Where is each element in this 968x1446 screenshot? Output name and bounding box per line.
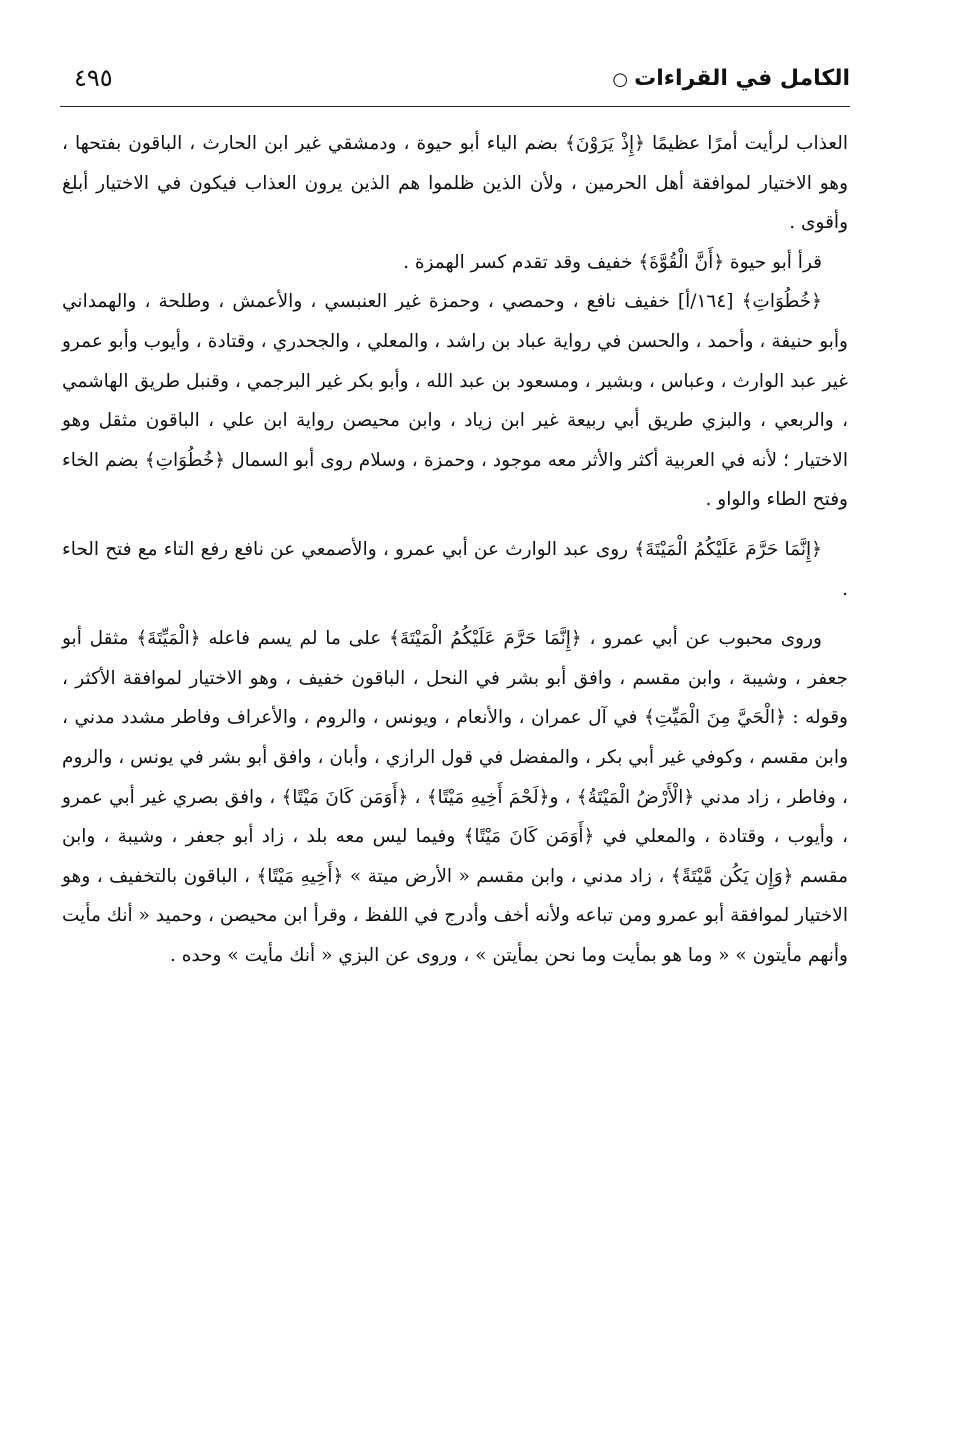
paragraph-text: قرأ أبو حيوة ﴿أَنَّ الْقُوَّةَ﴾ خفيف وقد تقدم كسر الهمزة . xyxy=(403,251,822,273)
page-number: ٤٩٥ xyxy=(74,64,113,92)
paragraph xyxy=(62,243,848,283)
paragraph-text: وروى محبوب عن أبي عمرو ، ﴿إِنَّمَا حَرَّمَ عَلَيْكُمُ الْمَيْتَةَ﴾ على ما لم يسم فاعله ﴿الْمَيِّتَةَ﴾ مثقل أبو جعفر ، وشيبة ، وابن مقسم ، وافق أبو بشر في النحل ، الباقون خفيف ، وهو الاختيار لموافقة الأكثر ، وقوله : ﴿الْحَيَّ مِنَ الْمَيِّتِ﴾ في آل عمران ، والأنعام ، ويونس ، والروم ، والأعراف وفاطر مشدد مدني ، وابن مقسم ، وكوفي غير أبي بكر ، والمفضل في قول الرازي ، وأبان ، وافق أبو بشر في يونس ، والروم ، وفاطر ، زاد مدني ﴿الْأَرْضُ الْمَيْتَةُ﴾ ، و﴿لَحْمَ أَخِيهِ مَيْتًا﴾ ، ﴿أَوَمَن كَانَ مَيْتًا﴾ ، وافق بصري غير أبي عمرو ، وأيوب ، وقتادة ، والمعلي في ﴿أَوَمَن كَانَ مَيْتًا﴾ وفيما ليس معه بلد ، زاد أبو جعفر ، وشيبة ، وابن مقسم ﴿وَإِن يَكُن مَّيْتَةً﴾ ، زاد مدني ، وابن مقسم « الأرض ميتة » ﴿أَخِيهِ مَيْتًا﴾ ، الباقون بالتخفيف ، وهو الاختيار لموافقة أبو عمرو ومن تباعه ولأنه أخف وأدرج في اللفظ ، وقرأ ابن محيصن ، وحميد « أنك مأيت وأنهم مأيتون » « وما هو بمأيت وما نحن بمأيتن » ، وروى عن البزي « أنك مأيت » وحده . xyxy=(62,628,848,966)
paragraph xyxy=(62,282,848,520)
paragraph-text: ﴿إِنَّمَا حَرَّمَ عَلَيْكُمُ الْمَيْتَةَ﴾ روى عبد الوارث عن أبي عمرو ، والأصمعي عن نافع رفع التاء مع فتح الحاء . xyxy=(62,538,848,600)
paragraph-text: ﴿خُطُوَاتِ﴾ [١٦٤/أ] خفيف نافع ، وحمصي ، وحمزة غير العنبسي ، والأعمش ، وطلحة ، والهمداني وأبو حنيفة ، وأحمد ، والحسن في رواية عباد بن راشد ، والمعلي ، والجحدري ، وقتادة ، وأيوب وأبو عمرو غير عبد الوارث ، وعباس ، وبشير ، ومسعود بن عبد الله ، وأبو بكر غير البرجمي ، وقنبل طريق الهاشمي ، والربعي ، والبزي طريق أبي ربيعة غير ابن زياد ، وابن محيصن رواية ابن علي ، الباقون مثقل وهو الاختيار ؛ لأنه في العربية أكثر والأثر معه موجود ، وحمزة ، وسلام روى أبو السمال ﴿خُطُوَاتِ﴾ بضم الخاء وفتح الطاء والواو . xyxy=(62,291,848,511)
paragraph xyxy=(62,530,848,609)
circle-ornament-icon: ○ xyxy=(612,69,629,90)
paragraph: العذاب لرأيت أمرًا عظيمًا ﴿إِذْ يَرَوْنَ﴾ بضم الياء أبو حيوة ، ودمشقي غير ابن الحارث ، الباقون بفتحها ، وهو الاختيار لموافقة أهل الحرمين ، ولأن الذين ظلموا هم الذين يرون العذاب فيكون في الاختيار أبلغ وأقوى . xyxy=(62,133,848,234)
paragraph xyxy=(62,619,848,975)
running-title xyxy=(612,64,850,95)
page-header xyxy=(60,58,850,104)
page-body xyxy=(62,124,848,975)
book-title: الكامل في القراءات xyxy=(634,66,850,91)
header-divider xyxy=(60,106,850,107)
